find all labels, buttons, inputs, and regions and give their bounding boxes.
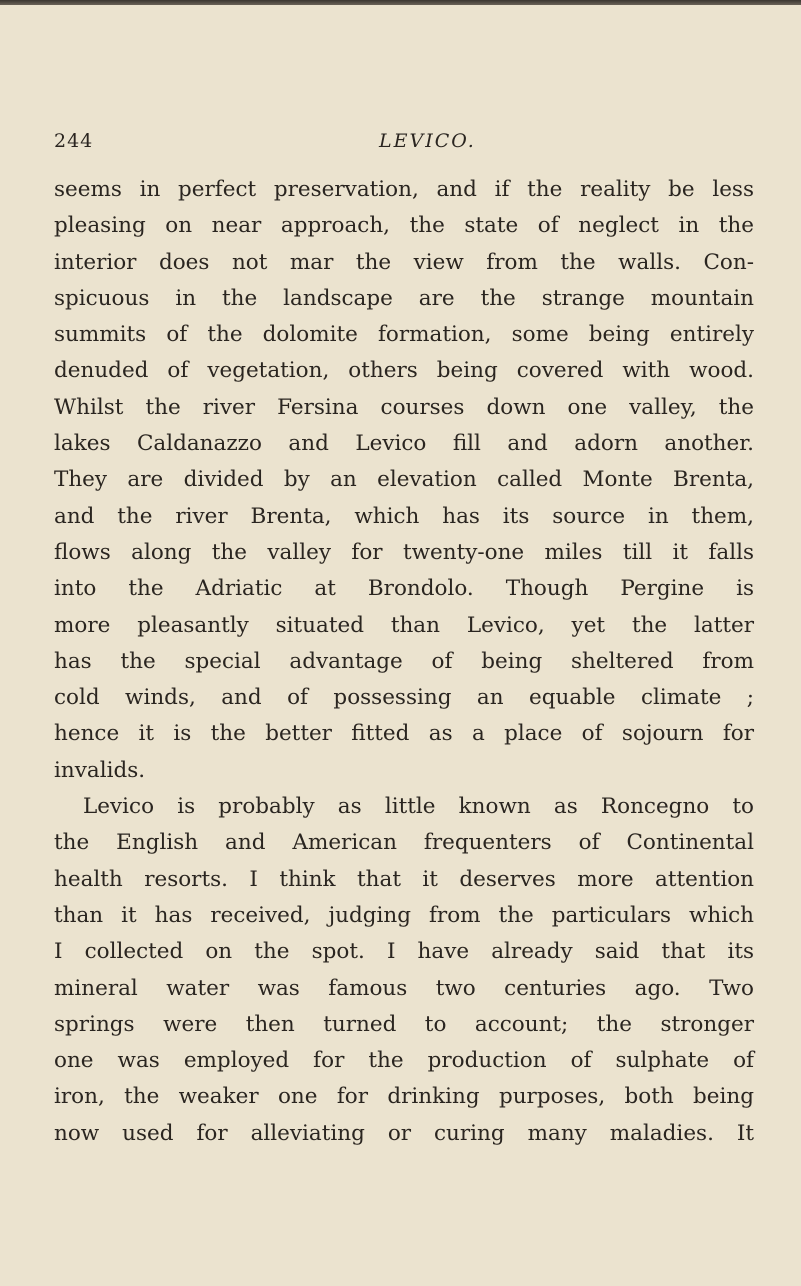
text-line: has the special advantage of being sheltered from (54, 648, 754, 674)
text-line: lakes Caldanazzo and Levico fill and adorn another. (54, 431, 754, 457)
text-line: hence it is the better fitted as a place of sojourn for (54, 721, 754, 747)
text-line: one was employed for the production of sulphate of (54, 1048, 754, 1074)
running-title: LEVICO. (379, 130, 476, 152)
text-line: flows along the valley for twenty-one miles till it falls (54, 539, 754, 565)
text-line: cold winds, and of possessing an equable climate ; (54, 685, 754, 711)
text-line: spicuous in the landscape are the strange mountain (54, 285, 754, 311)
text-line: They are divided by an elevation called Monte Brenta, (54, 467, 754, 493)
text-line: the English and American frequenters of Continental (54, 830, 754, 856)
text-line: I collected on the spot. I have already said that its (54, 939, 754, 965)
text-line: health resorts. I think that it deserves more attention (54, 866, 754, 892)
text-line: denuded of vegetation, others being covered with wood. (54, 358, 754, 384)
text-line: more pleasantly situated than Levico, yet the latter (54, 612, 754, 638)
text-line-paragraph-end: invalids. (54, 757, 146, 783)
text-line-paragraph-start: Levico is probably as little known as Roncegno to (83, 794, 754, 820)
text-line: Whilst the river Fersina courses down one valley, the (54, 394, 754, 420)
text-line: and the river Brenta, which has its source in them, (54, 503, 754, 529)
text-line: springs were then turned to account; the stronger (54, 1011, 754, 1037)
text-line: now used for alleviating or curing many maladies. It (54, 1120, 754, 1146)
text-line: iron, the weaker one for drinking purposes, both being (54, 1084, 754, 1110)
page-header (54, 130, 754, 162)
text-line: pleasing on near approach, the state of neglect in the (54, 213, 754, 239)
page-top-edge (0, 0, 801, 5)
text-line: mineral water was famous two centuries ago. Two (54, 975, 754, 1001)
body-text (54, 172, 754, 1152)
page-number: 244 (54, 130, 94, 152)
text-line: seems in perfect preservation, and if the reality be less (54, 177, 754, 202)
text-line: than it has received, judging from the particulars which (54, 902, 754, 928)
text-line: interior does not mar the view from the walls. Con- (54, 249, 754, 275)
text-line: summits of the dolomite formation, some being entirely (54, 322, 754, 348)
text-line: into the Adriatic at Brondolo. Though Pergine is (54, 576, 754, 602)
